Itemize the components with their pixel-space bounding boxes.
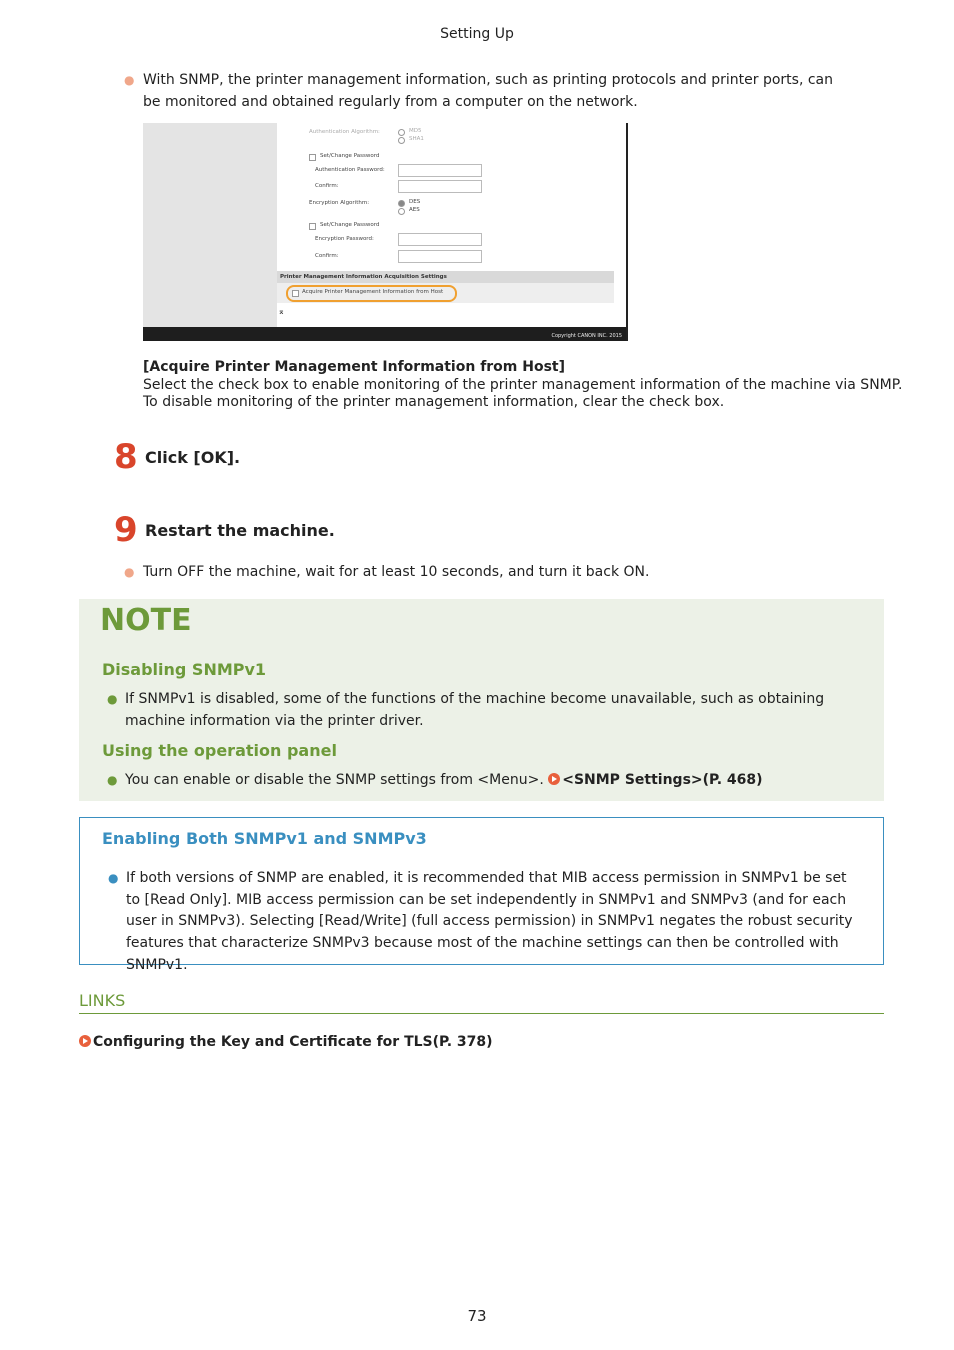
note-heading-disabling: Disabling SNMPv1: [102, 660, 267, 679]
screenshot-sidebar: [143, 123, 277, 327]
links-heading: LINKS: [79, 991, 884, 1014]
link-arrow-icon: [548, 773, 560, 785]
aes-radio[interactable]: [398, 208, 405, 215]
md5-label: MD5: [409, 128, 422, 134]
description-line1: Select the check box to enable monitoring of the printer management information of the machine via SNMP.: [143, 376, 903, 393]
copyright-text: Copyright CANON INC. 2015: [551, 333, 622, 339]
snmp-both-text: If both versions of SNMP are enabled, it is recommended that MIB access permission in SNMPv1 be set to [Read Only]. MIB access permission can be set independently in SNMPv1 and SNMPv3 (and for each user in SNMPv3). Selecting [Read/Write] (full access permission) in SNMPv1 negates the robust security features that characterize SNMPv3 because most of the machine settings can then be controlled with SNMPv1.: [126, 870, 853, 973]
note-title: NOTE: [100, 603, 192, 638]
bullet-icon: ●: [124, 565, 135, 579]
confirm-label: Confirm:: [315, 183, 339, 189]
set-change-password-checkbox[interactable]: [309, 154, 316, 161]
auth-password-label: Authentication Password:: [315, 167, 385, 173]
screenshot-footer: [143, 327, 626, 341]
bullet-icon: ●: [107, 692, 118, 706]
confirm2-input[interactable]: [398, 250, 482, 263]
snmp-settings-link[interactable]: <SNMP Settings>(P. 468): [562, 772, 763, 788]
set-change-password2-checkbox[interactable]: [309, 223, 316, 230]
description-title: [Acquire Printer Management Information from Host]: [143, 359, 566, 375]
des-radio[interactable]: [398, 200, 405, 207]
snmp-both-title: Enabling Both SNMPv1 and SNMPv3: [102, 829, 427, 848]
intro-bullet: [124, 69, 844, 113]
bullet-icon: ●: [108, 871, 119, 885]
snmp-both-box: [79, 817, 884, 973]
auth-algo-label: Authentication Algorithm:: [309, 129, 380, 135]
encryption-password-label: Encryption Password:: [315, 236, 374, 242]
tls-link-row[interactable]: [79, 1034, 493, 1050]
md5-radio[interactable]: [398, 129, 405, 136]
link-arrow-icon: [79, 1035, 91, 1047]
section-title: Printer Management Information Acquisition Settings: [280, 274, 447, 280]
step-number-9: 9: [114, 510, 138, 550]
auth-password-input[interactable]: [398, 164, 482, 177]
bullet-icon: ●: [107, 773, 118, 787]
snmp-both-bullet: [108, 868, 853, 977]
page-number: 73: [467, 1307, 487, 1325]
encryption-algo-label: Encryption Algorithm:: [309, 200, 370, 206]
encryption-password-input[interactable]: [398, 233, 482, 246]
note-bullet-1: [107, 688, 867, 732]
sha1-radio[interactable]: [398, 137, 405, 144]
bullet-icon: ●: [124, 73, 135, 87]
set-change-password-label: Set/Change Password: [320, 153, 380, 159]
settings-screenshot: [143, 123, 628, 341]
tls-link[interactable]: Configuring the Key and Certificate for TLS(P. 378): [93, 1034, 493, 1050]
description-line2: To disable monitoring of the printer management information, clear the check box.: [143, 394, 725, 410]
acquire-checkbox[interactable]: [292, 290, 299, 297]
confirm-input[interactable]: [398, 180, 482, 193]
note-box: [79, 599, 884, 801]
set-change-password2-label: Set/Change Password: [320, 222, 380, 228]
note-bullet-1-text: If SNMPv1 is disabled, some of the functions of the machine become unavailable, such as obtaining machine information via the printer driver.: [125, 691, 825, 729]
note-bullet-2: [107, 769, 867, 791]
description-block: [143, 359, 903, 412]
step-number-8: 8: [114, 437, 138, 477]
step9-bullet-text: Turn OFF the machine, wait for at least 10 seconds, and turn it back ON.: [143, 564, 650, 580]
page-header: Setting Up: [440, 26, 514, 42]
step-label-8: Click [OK].: [145, 448, 241, 467]
note-bullet-2-text: You can enable or disable the SNMP settings from <Menu>.: [125, 772, 549, 788]
note-heading-operation-panel: Using the operation panel: [102, 741, 337, 760]
intro-bullet-text: With SNMP, the printer management information, such as printing protocols and printer ports, can be monitored and obtained regularly from a computer on the network.: [143, 72, 833, 110]
acquire-checkbox-label: Acquire Printer Management Information from Host: [302, 289, 444, 295]
step-label-9: Restart the machine.: [145, 521, 335, 540]
aes-label: AES: [409, 207, 420, 213]
sha1-label: SHA1: [409, 136, 424, 142]
step9-bullet: [124, 561, 844, 583]
des-label: DES: [409, 199, 421, 205]
page-top-icon[interactable]: ⌅: [278, 307, 285, 316]
confirm2-label: Confirm:: [315, 253, 339, 259]
